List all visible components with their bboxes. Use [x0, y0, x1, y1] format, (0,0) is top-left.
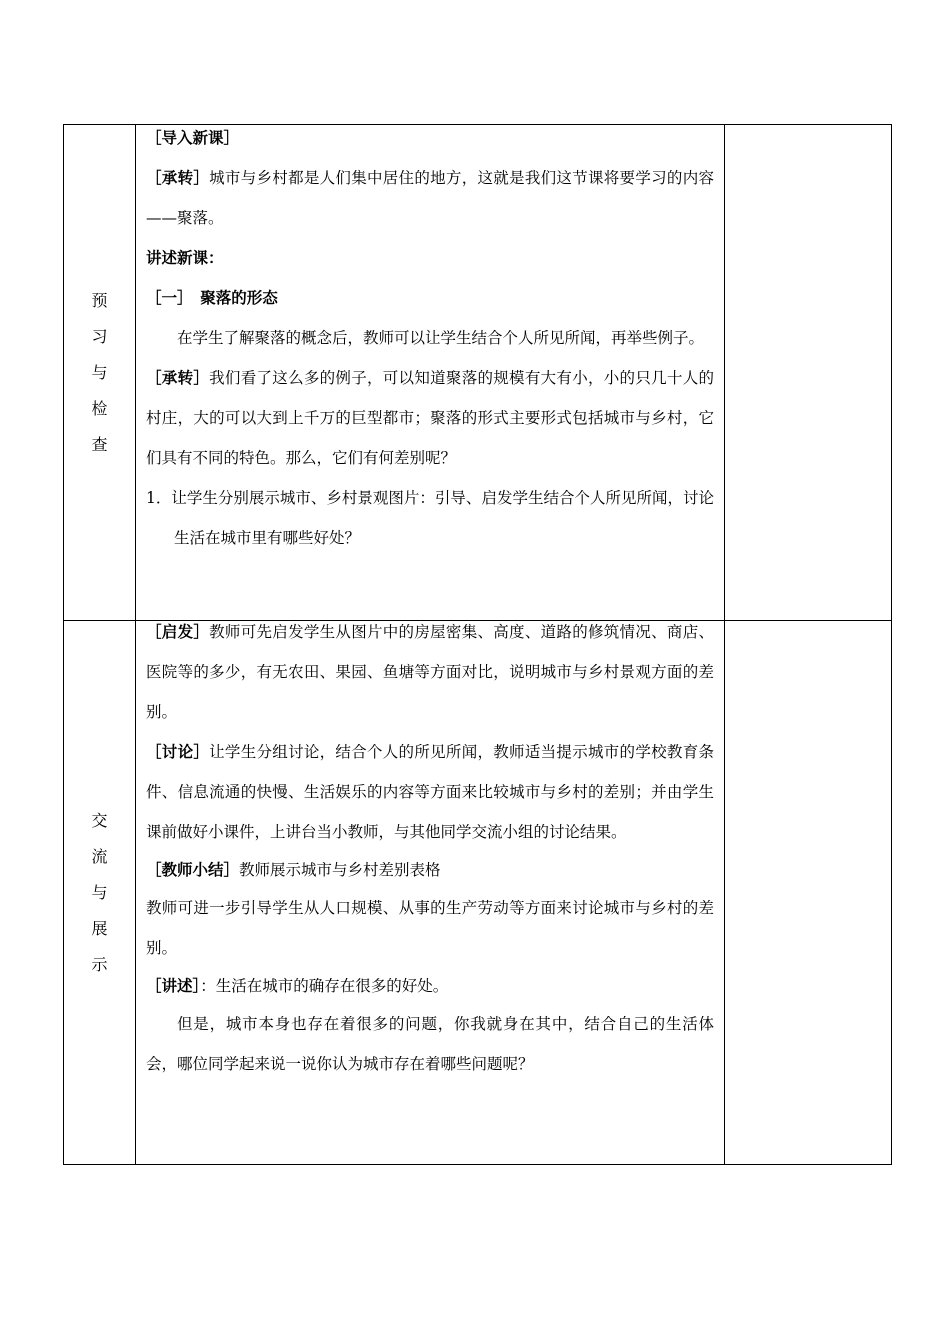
paragraph-tag: 讲述新课：	[146, 248, 224, 267]
paragraph-text: 在学生了解聚落的概念后，教师可以让学生结合个人所见所闻，再举些例子。	[177, 329, 705, 347]
table-row-exchange	[64, 621, 892, 1165]
section-content-cell	[136, 125, 725, 621]
paragraph	[146, 158, 714, 238]
paragraph-tag: ［启发］	[146, 622, 210, 641]
lesson-plan-table	[63, 124, 892, 1165]
paragraph-tag: ［教师小结］	[146, 860, 240, 879]
paragraph	[146, 118, 714, 158]
paragraph	[146, 888, 714, 968]
section-label	[64, 283, 135, 463]
label-char: 与	[91, 882, 108, 902]
label-char: 习	[91, 326, 108, 346]
paragraph	[146, 478, 714, 558]
paragraph	[146, 358, 714, 478]
paragraph	[146, 318, 714, 358]
label-char: 与	[91, 362, 108, 382]
paragraph-text: 1．让学生分别展示城市、乡村景观图片：引导、启发学生结合个人所见所闻，讨论生活在城市里有哪些好处？	[146, 489, 714, 547]
paragraph-text: ：生活在城市的确存在很多的好处。	[200, 977, 449, 995]
paragraph	[146, 968, 714, 1004]
paragraph-text: 让学生分组讨论，结合个人的所见所闻，教师适当提示城市的学校教育条件、信息流通的快慢、生活娱乐的内容等方面来比较城市与乡村的差别；并由学生课前做好小课件，上讲台当小教师，与其他同学交流小组的讨论结果。	[146, 743, 714, 841]
label-char: 交	[91, 810, 108, 830]
paragraph-text: 我们看了这么多的例子，可以知道聚落的规模有大有小，小的只几十人的村庄，大的可以大到上千万的巨型都市；聚落的形式主要形式包括城市与乡村，它们具有不同的特色。那么，它们有何差别呢？	[146, 369, 714, 467]
paragraph-text: 城市与乡村都是人们集中居住的地方，这就是我们这节课将要学习的内容——聚落。	[146, 169, 714, 227]
paragraph-tag: ［导入新课］	[146, 128, 240, 147]
section-content	[136, 118, 724, 558]
section-content	[136, 612, 724, 1084]
paragraph-tag: ［讨论］	[146, 742, 210, 761]
paragraph-tag: ［承转］	[146, 168, 210, 187]
label-char: 示	[91, 954, 108, 974]
paragraph-text: 教师可进一步引导学生从人口规模、从事的生产劳动等方面来讨论城市与乡村的差别。	[146, 899, 714, 957]
label-char: 检	[91, 398, 108, 418]
paragraph-tag: ［承转］	[146, 368, 210, 387]
paragraph	[146, 612, 714, 732]
label-char: 预	[91, 290, 108, 310]
paragraph	[146, 278, 714, 318]
label-char: 展	[91, 918, 108, 938]
paragraph-text: 教师展示城市与乡村差别表格	[239, 861, 441, 879]
notes-cell	[725, 621, 892, 1165]
paragraph	[146, 238, 714, 278]
paragraph-text: 教师可先启发学生从图片中的房屋密集、高度、道路的修筑情况、商店、医院等的多少，有无农田、果园、鱼塘等方面对比，说明城市与乡村景观方面的差别。	[146, 623, 714, 721]
label-char: 查	[91, 434, 108, 454]
paragraph	[146, 1004, 714, 1084]
section-label-cell	[64, 621, 136, 1165]
table-row-preview	[64, 125, 892, 621]
paragraph	[146, 732, 714, 852]
paragraph-tag: ［一］ 聚落的形态	[146, 288, 278, 307]
paragraph-tag: ［讲述］	[146, 976, 201, 995]
section-content-cell	[136, 621, 725, 1165]
paragraph-text: 但是，城市本身也存在着很多的问题，你我就身在其中，结合自己的生活体会，哪位同学起来说一说你认为城市存在着哪些问题呢？	[146, 1015, 714, 1073]
paragraph	[146, 852, 714, 888]
label-char: 流	[91, 846, 108, 866]
section-label-cell	[64, 125, 136, 621]
section-label	[64, 803, 135, 983]
notes-cell	[725, 125, 892, 621]
